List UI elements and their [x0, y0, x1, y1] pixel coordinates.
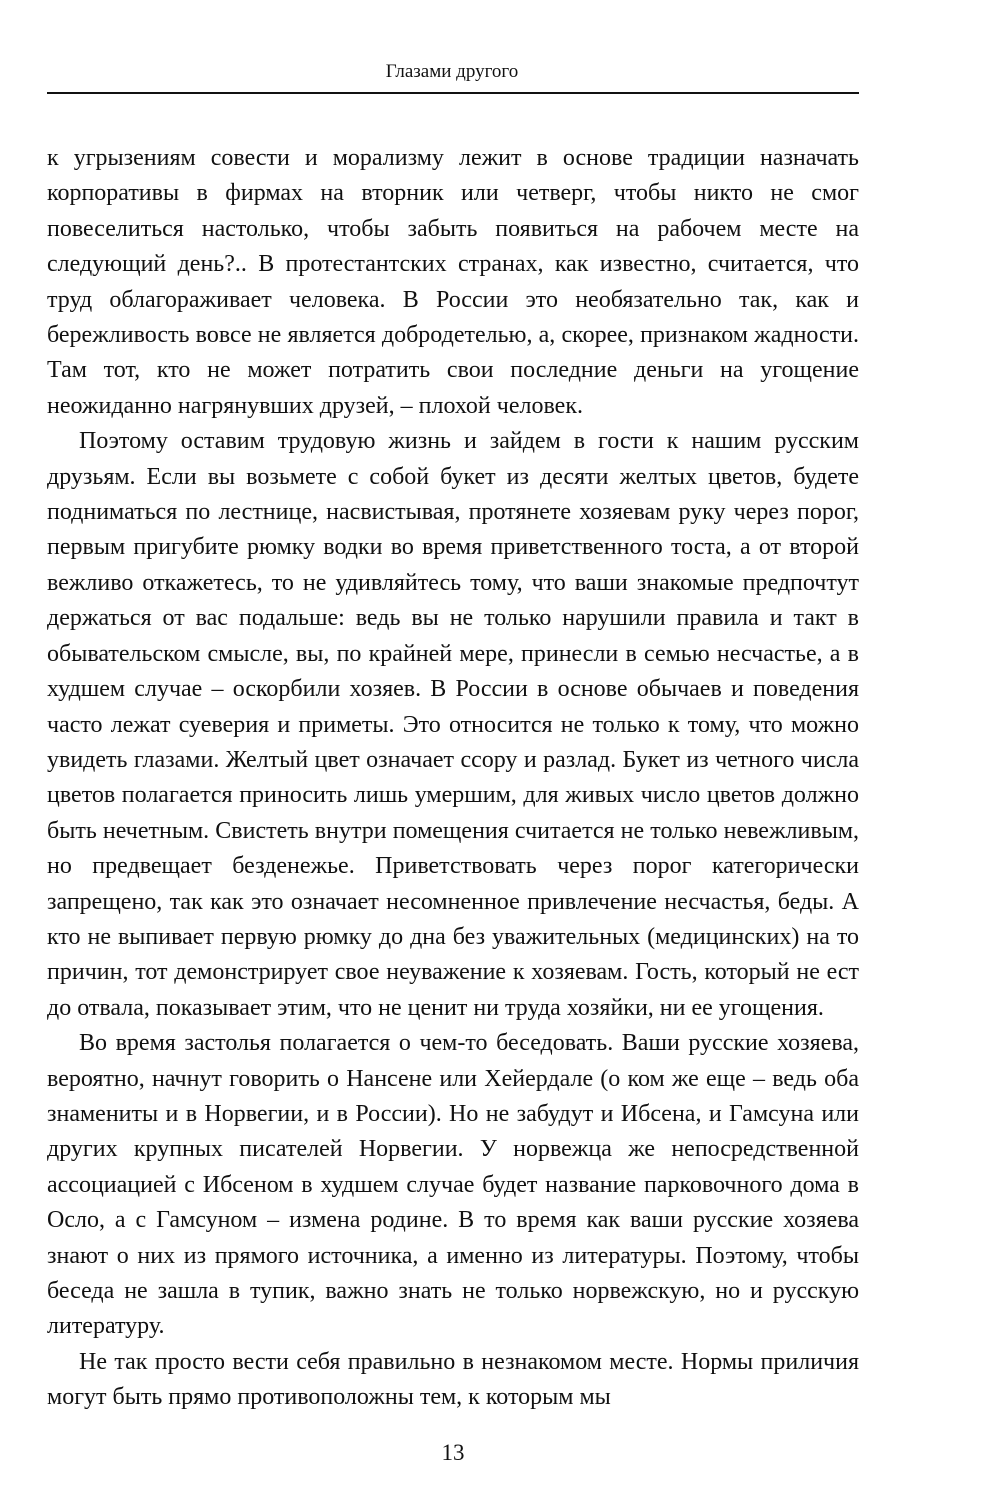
- paragraph-3: Во время застолья полагается о чем-то беседовать. Ваши русские хозяева, вероятно, начнут говорить о Нансене или Хейердале (о ком же еще – ведь оба знамениты и в Норвегии, и в России). Но не забудут и Ибсена, и Гамсуна или других крупных писателей Норвегии. У норвежца же непосредственной ассоциацией с Ибсеном в худшем случае будет название парковочного дома в Осло, а с Гамсуном – измена родине. В то время как ваши русские хозяева знают о них из прямого источника, а именно из литературы. Поэтому, чтобы беседа не зашла в тупик, важно знать не только норвежскую, но и русскую литературу.: [47, 1030, 859, 1340]
- paragraph-4: Не так просто вести себя правильно в незнакомом месте. Нормы приличия могут быть прямо противоположны тем, к которым мы: [47, 1348, 859, 1411]
- paragraph-2: Поэтому оставим трудовую жизнь и зайдем в гости к нашим русским друзьям. Если вы возьмете с собой букет из десяти желтых цветов, будете подниматься по лестнице, насвистывая, протянете хозяевам руку через порог, первым пригубите рюмку водки во время приветственного тоста, а от второй вежливо откажетесь, то не удивляйтесь тому, что ваши знакомые предпочтут держаться от вас подальше: ведь вы не только нарушили правила и такт в обывательском смысле, вы, по крайней мере, принесли в семью несчастье, а в худшем случае – оскорбили хозяев. В России в основе обычаев и поведения часто лежат суеверия и приметы. Это относится не только к тому, что можно увидеть глазами. Желтый цвет означает ссору и разлад. Букет из четного числа цветов полагается приносить лишь умершим, для живых число цветов должно быть нечетным. Свистеть внутри помещения считается не только невежливым, но предвещает безденежье. Приветствовать через порог категорически запрещено, так как это означает несомненное привлечение несчастья, беды. А кто не выпивает первую рюмку до дна без уважительных (медицинских) на то причин, тот демонстрирует свое неуважение к хозяевам. Гость, который не ест до отвала, показывает этим, что не ценит ни труда хозяйки, ни ее угощения.: [47, 428, 859, 1021]
- body-text: [47, 141, 859, 1416]
- paragraph-1: к угрызениям совести и морализму лежит в основе традиции назначать корпоративы в фирмах на вторник или четверг, чтобы никто не смог повеселиться настолько, чтобы забыть появиться на рабочем месте на следующий день?.. В протестантских странах, как известно, считается, что труд облагораживает человека. В России это необязательно так, как и бережливость вовсе не является добродетелью, а, скорее, признаком жадности. Там тот, кто не может потратить свои последние деньги на угощение неожиданно нагрянувших друзей, – плохой человек.: [47, 145, 859, 419]
- page-number: 13: [441, 1440, 465, 1465]
- header-rule: [47, 92, 859, 94]
- running-title: Глазами другого: [385, 61, 519, 82]
